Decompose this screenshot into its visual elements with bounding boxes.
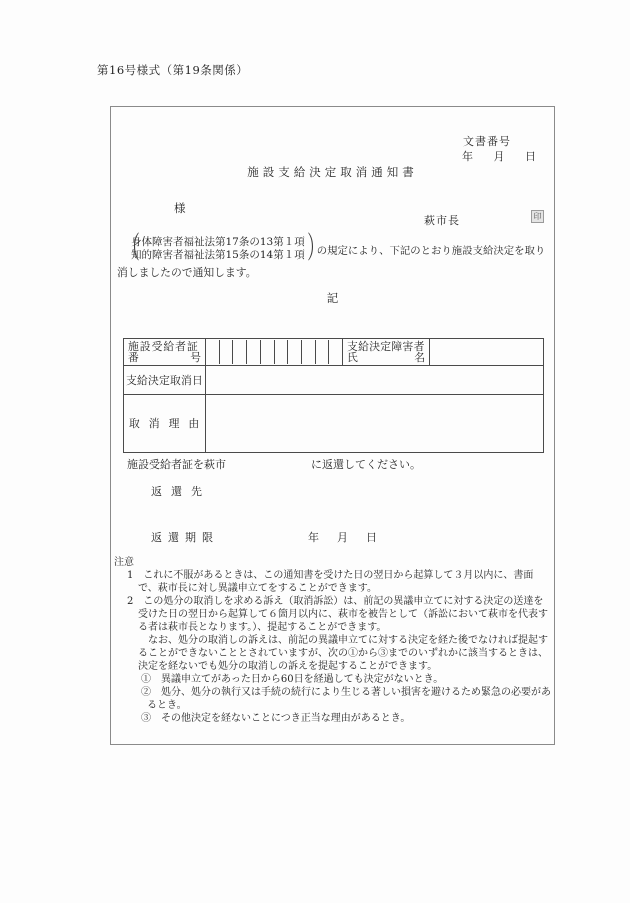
cancel-date-value <box>206 366 544 395</box>
note-line: ることができないこととされていますが、次の①から③までのいずれかに該当するときは、 <box>138 648 548 659</box>
seal-mark: 印 <box>531 210 544 223</box>
return-deadline-label: 返還期限 <box>151 531 219 544</box>
form-number-label: 第16号様式（第19条関係） <box>97 63 249 77</box>
return-deadline-date-line <box>308 529 377 545</box>
digit-box <box>301 340 315 364</box>
doc-number-label: 文書番号 <box>463 135 511 148</box>
law-line-1: 身体障害者福祉法第17条の13第１項 <box>131 236 305 248</box>
date-line <box>462 148 536 164</box>
cancel-date-label: 支給決定取消日 <box>124 366 206 395</box>
cert-number-label-line2: 番 号 <box>128 351 201 364</box>
note-line: ③ その他決定を経ないことにつき正当な理由があるとき。 <box>141 713 411 724</box>
deadline-day-label: 日 <box>366 531 377 544</box>
return-instruction-part1: 施設受給者証を萩市 <box>127 458 226 471</box>
year-label: 年 <box>462 150 473 163</box>
digit-box <box>274 340 288 364</box>
day-label: 日 <box>525 150 536 163</box>
note-line: ① 異議申立てがあった日から60日を経過しても決定がないとき。 <box>141 674 444 685</box>
cancel-reason-value <box>206 395 544 453</box>
sender-name: 萩市長 <box>424 214 460 227</box>
digit-box <box>260 340 274 364</box>
notes-section <box>113 556 553 725</box>
person-name-label <box>343 339 430 366</box>
cert-number-boxes-cell <box>206 339 343 366</box>
open-bracket: （ <box>123 231 140 266</box>
month-label: 月 <box>493 150 505 163</box>
digit-box <box>287 340 301 364</box>
cert-number-label <box>124 339 206 366</box>
cert-number-label-line1: 施設受給者証 <box>128 340 199 353</box>
document-title: 施設支給決定取消通知書 <box>247 165 418 179</box>
note-line: 1 これに不服があるときは、この通知書を受けた日の翌日から起算して３月以内に、書面 <box>127 570 534 581</box>
table-row-cancel-date <box>124 366 544 395</box>
note-line: なお、処分の取消しの訴えは、前記の異議申立てに対する決定を経た後でなければ提起す <box>148 635 548 646</box>
person-name-label-line2: 氏 名 <box>347 351 425 364</box>
addressee-suffix: 様 <box>174 201 186 215</box>
document-frame <box>110 106 555 745</box>
note-line: るとき。 <box>147 700 187 711</box>
ki-heading: 記 <box>326 291 339 305</box>
return-to-label: 返還先 <box>151 485 211 498</box>
note-line: で、萩市長に対し異議申立てをすることができます。 <box>138 583 377 594</box>
table-row-cert-number <box>124 339 544 366</box>
note-line: ② 処分、処分の執行又は手続の続行により生じる著しい損害を避けるため緊急の必要があ <box>141 687 551 698</box>
notes-heading: 注意 <box>114 557 134 568</box>
person-name-label-line1: 支給決定障害者 <box>347 340 425 353</box>
note-line: 決定を経ないでも処分の取消しの訴えを提起することができます。 <box>138 661 438 672</box>
body-text-line1: の規定により、下記のとおり施設支給決定を取り <box>316 244 546 257</box>
deadline-month-label: 月 <box>337 531 348 544</box>
cancel-reason-label: 取消理由 <box>124 395 206 453</box>
digit-box <box>246 340 260 364</box>
return-instruction-part2: に返還してください。 <box>311 458 421 471</box>
digit-box <box>232 340 246 364</box>
law-citation-block <box>121 231 546 266</box>
note-line: 2 この処分の取消しを求める訴え（取消訴訟）は、前記の異議申立てに対する決定の送達を <box>127 596 544 607</box>
cert-number-boxes <box>206 340 342 364</box>
deadline-year-label: 年 <box>308 531 319 544</box>
digit-box <box>315 340 329 364</box>
digit-box <box>206 340 219 364</box>
note-line: 受けた日の翌日から起算して６箇月以内に、萩市を被告として（訴訟において萩市を代表す <box>138 609 548 620</box>
person-name-value <box>430 339 544 366</box>
digit-box <box>219 340 233 364</box>
body-text-line2: 消しましたので通知します。 <box>117 266 257 279</box>
law-citations <box>131 236 305 262</box>
close-bracket: ） <box>306 231 324 266</box>
digit-box <box>328 340 342 364</box>
table-row-cancel-reason <box>124 395 544 453</box>
law-line-2: 知的障害者福祉法第15条の14第１項 <box>131 249 305 261</box>
note-line: る者は萩市長となります。）、提起することができます。 <box>138 622 387 633</box>
info-table <box>123 338 544 453</box>
